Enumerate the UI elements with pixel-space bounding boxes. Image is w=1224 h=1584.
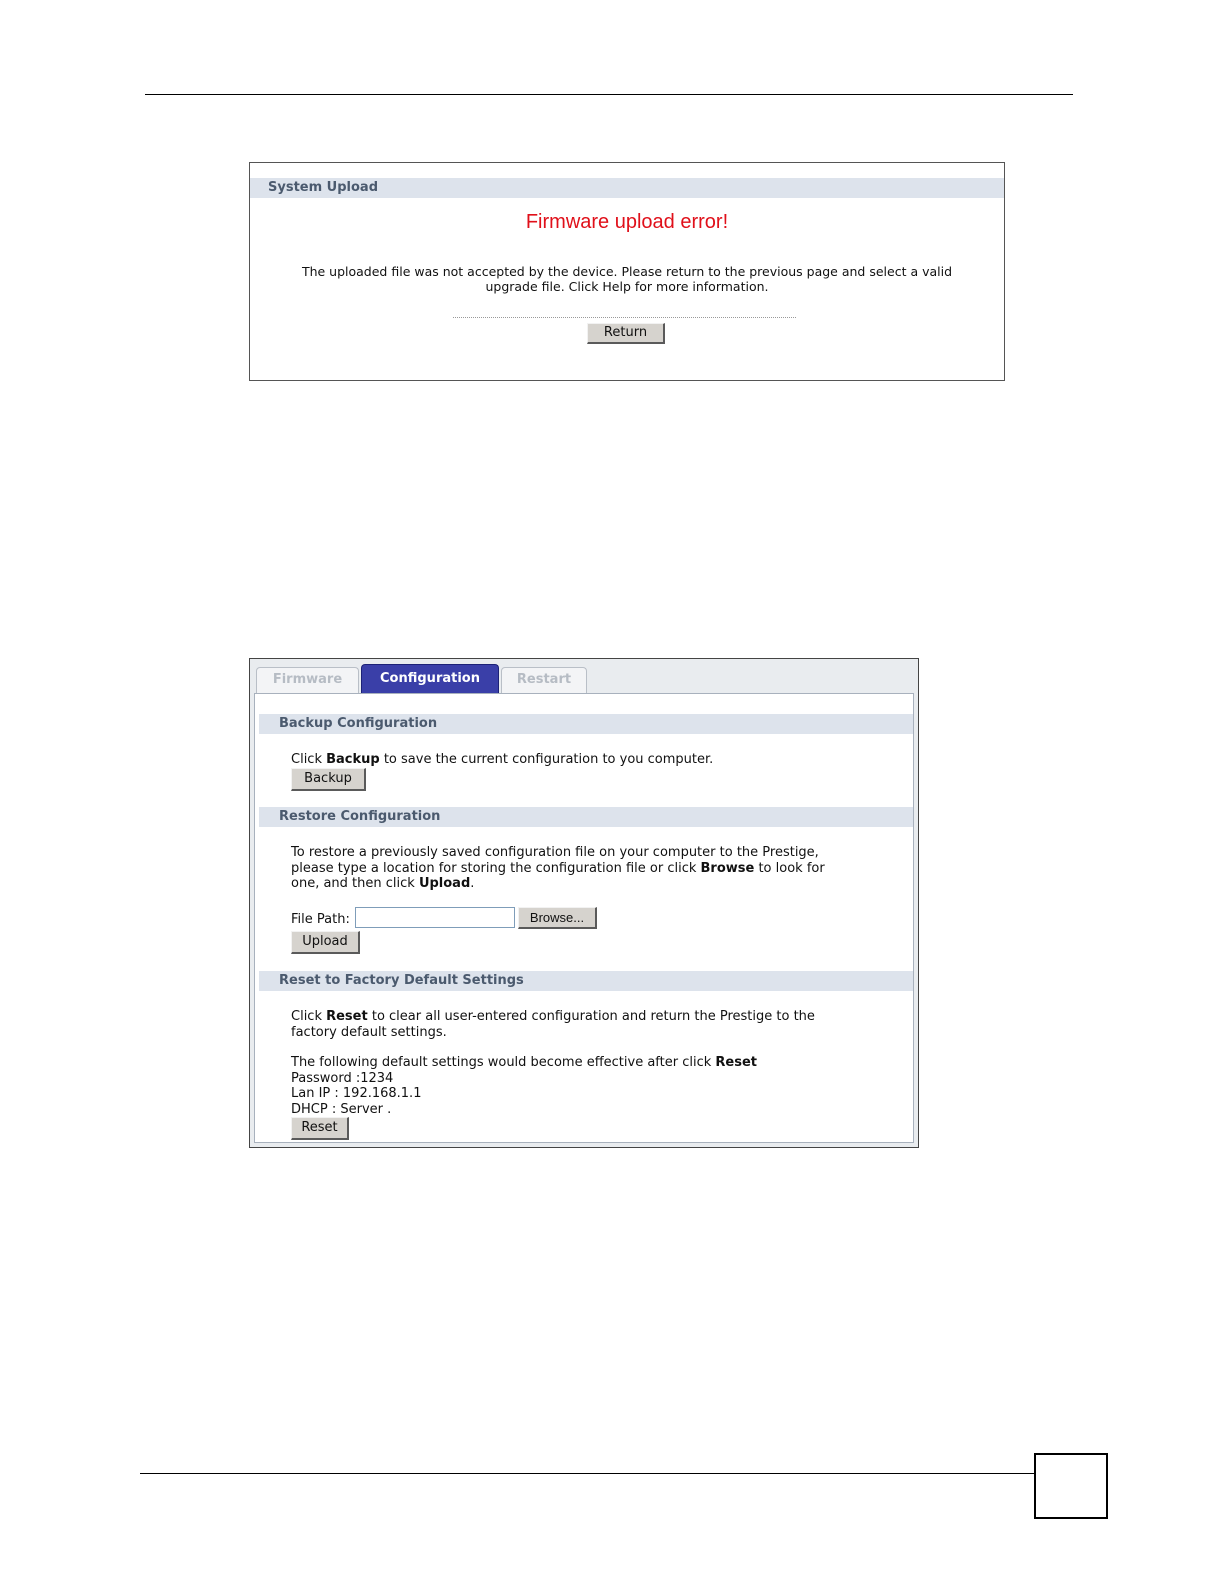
page-number-box	[1034, 1453, 1108, 1519]
reset-line2: factory default settings.	[291, 1024, 447, 1040]
tab-firmware[interactable]: Firmware	[256, 667, 359, 693]
error-message-line1: The uploaded file was not accepted by the device. Please return to the previous page and select a valid	[301, 264, 953, 279]
restore-line3-pre: one, and then click	[291, 876, 419, 891]
file-path-input[interactable]	[355, 907, 515, 928]
upload-button[interactable]: Upload	[291, 931, 360, 954]
backup-text-bold: Backup	[326, 752, 380, 767]
reset-line1-pre: Click	[291, 1009, 327, 1024]
restore-line2	[291, 861, 825, 877]
restore-line3-post: .	[470, 876, 475, 891]
restore-line3-bold: Upload	[418, 876, 471, 891]
backup-text-post: to save the current configuration to you computer.	[379, 752, 714, 767]
section-title-system-upload: System Upload	[250, 178, 1004, 198]
reset-line3-pre: The following default settings would become effective after click	[291, 1055, 716, 1070]
section-title-reset: Reset to Factory Default Settings	[259, 971, 913, 991]
reset-line1-bold: Reset	[326, 1009, 368, 1024]
section-title-backup: Backup Configuration	[259, 714, 913, 734]
error-message-line2: upgrade file. Click Help for more information.	[485, 279, 769, 294]
restore-line2-post: to look for	[754, 860, 825, 876]
restore-line2-bold: Browse	[700, 860, 755, 876]
header-rule	[145, 94, 1073, 95]
reset-defaults-intro	[291, 1055, 757, 1071]
restore-line2-pre: please type a location for storing the configuration file or click	[291, 860, 701, 876]
file-path-label: File Path:	[291, 912, 350, 927]
restore-line1: To restore a previously saved configuration file on your computer to the Prestige,	[291, 845, 819, 860]
default-dhcp: DHCP : Server .	[291, 1102, 392, 1117]
configuration-panel	[254, 693, 914, 1143]
backup-description	[291, 752, 713, 768]
error-message	[280, 264, 974, 294]
section-title-restore: Restore Configuration	[259, 807, 913, 827]
reset-line1-post: to clear all user-entered configuration and return the Prestige to the	[367, 1009, 815, 1024]
tab-restart[interactable]: Restart	[501, 667, 587, 693]
restore-description	[291, 845, 825, 892]
error-title: Firmware upload error!	[525, 211, 729, 233]
default-lan-ip: Lan IP : 192.168.1.1	[291, 1086, 422, 1101]
browse-button[interactable]: Browse...	[518, 907, 597, 929]
reset-button[interactable]: Reset	[291, 1117, 349, 1140]
reset-line3-bold: Reset	[715, 1055, 758, 1070]
configuration-window	[249, 658, 919, 1148]
dotted-divider	[453, 317, 796, 318]
footer-rule	[140, 1473, 1035, 1474]
system-upload-panel	[249, 162, 1005, 381]
default-password: Password :1234	[291, 1071, 394, 1086]
reset-line1	[291, 1009, 815, 1025]
backup-text-pre: Click	[291, 752, 327, 767]
reset-description	[291, 1009, 815, 1040]
return-button[interactable]: Return	[587, 323, 665, 344]
tab-configuration[interactable]: Configuration	[361, 664, 499, 693]
restore-line3	[291, 876, 825, 892]
backup-button[interactable]: Backup	[291, 768, 366, 791]
